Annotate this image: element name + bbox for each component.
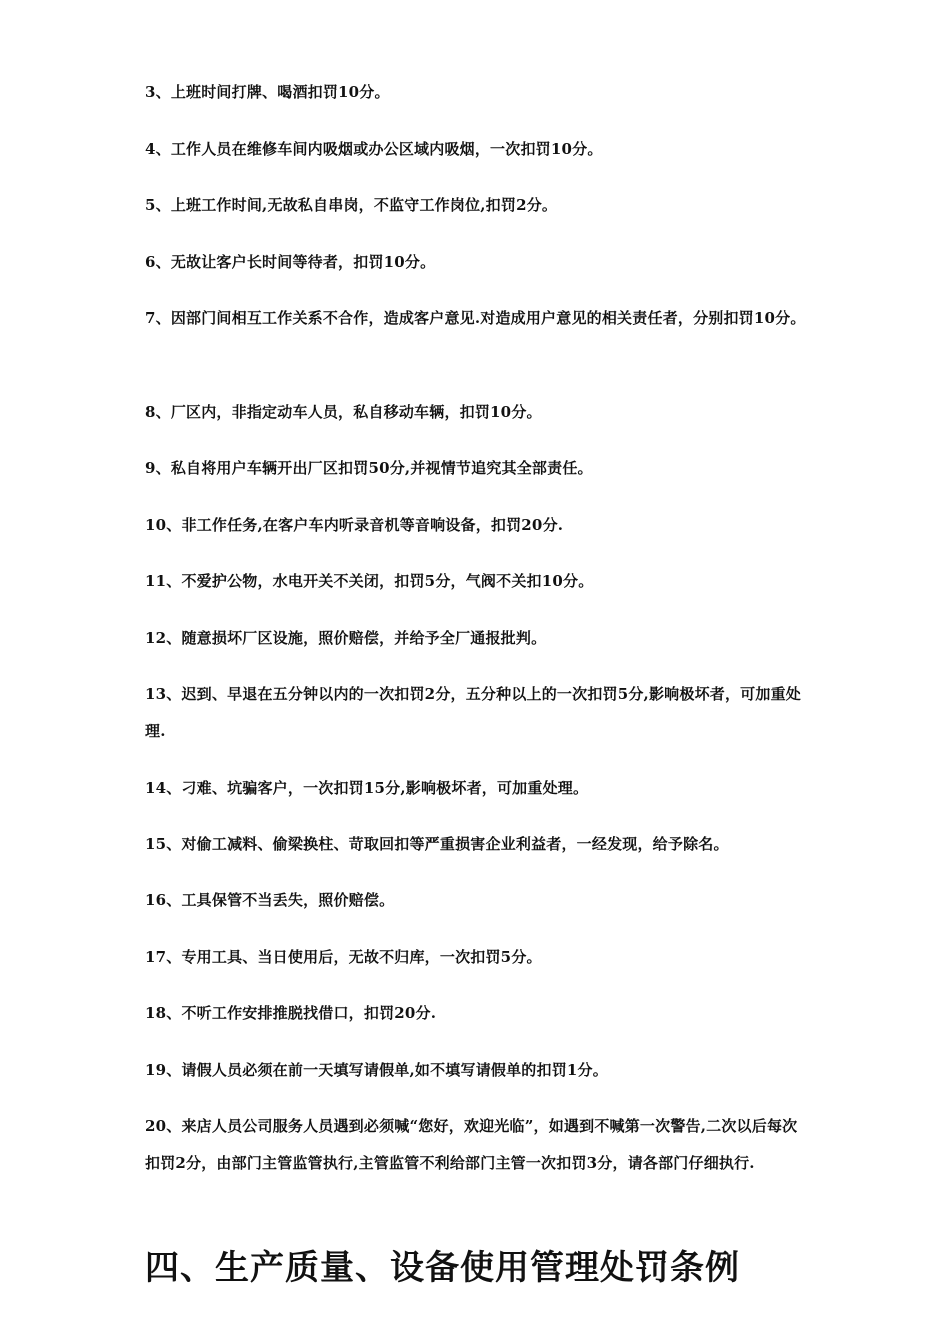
- rule-item-13: 13、迟到、早退在五分钟以内的一次扣罚2分，五分种以上的一次扣罚5分,影响极坏者，可加重处理.: [145, 685, 801, 740]
- rule-item-18: 18、不听工作安排推脱找借口，扣罚20分.: [145, 1004, 437, 1022]
- rule-item-8: 8、厂区内，非指定动车人员，私自移动车辆，扣罚10分。: [145, 403, 542, 421]
- rule-item-16: 16、工具保管不当丢失，照价赔偿。: [145, 891, 395, 909]
- rule-item-17: 17、专用工具、当日使用后，无故不归库，一次扣罚5分。: [145, 948, 542, 966]
- rule-item-6: 6、无故让客户长时间等待者，扣罚10分。: [145, 253, 436, 271]
- rule-item-20: 20、来店人员公司服务人员遇到必须喊“您好，欢迎光临”，如遇到不喊第一次警告,二次以后每次扣罚2分，由部门主管监管执行,主管监管不利给部门主管一次扣罚3分，请各部门仔细执行.: [145, 1117, 798, 1172]
- rule-item-5: 5、上班工作时间,无故私自串岗，不监守工作岗位,扣罚2分。: [145, 196, 558, 214]
- rule-item-4: 4、工作人员在维修车间内吸烟或办公区域内吸烟，一次扣罚10分。: [145, 140, 603, 158]
- rule-item-19: 19、请假人员必须在前一天填写请假单,如不填写请假单的扣罚1分。: [145, 1061, 608, 1079]
- rule-item-14: 14、刁难、坑骗客户，一次扣罚15分,影响极坏者，可加重处理。: [145, 779, 589, 797]
- rule-item-12: 12、随意损坏厂区设施，照价赔偿，并给予全厂通报批判。: [145, 629, 547, 647]
- rule-item-7: 7、因部门间相互工作关系不合作，造成客户意见.对造成用户意见的相关责任者，分别扣罚10分。: [145, 309, 806, 327]
- rule-item-10: 10、非工作任务,在客户车内听录音机等音响设备，扣罚20分.: [145, 516, 564, 534]
- rule-item-11: 11、不爱护公物，水电开关不关闭，扣罚5分，气阀不关扣10分。: [145, 572, 594, 590]
- rule-item-15: 15、对偷工减料、偷梁换柱、苛取回扣等严重损害企业利益者，一经发现，给予除名。: [145, 835, 729, 853]
- section-heading: 四、生产质量、设备使用管理处罚条例: [145, 1248, 740, 1288]
- rule-item-3: 3、上班时间打牌、喝酒扣罚10分。: [145, 83, 390, 101]
- rule-item-9: 9、私自将用户车辆开出厂区扣罚50分,并视情节追究其全部责任。: [145, 459, 593, 477]
